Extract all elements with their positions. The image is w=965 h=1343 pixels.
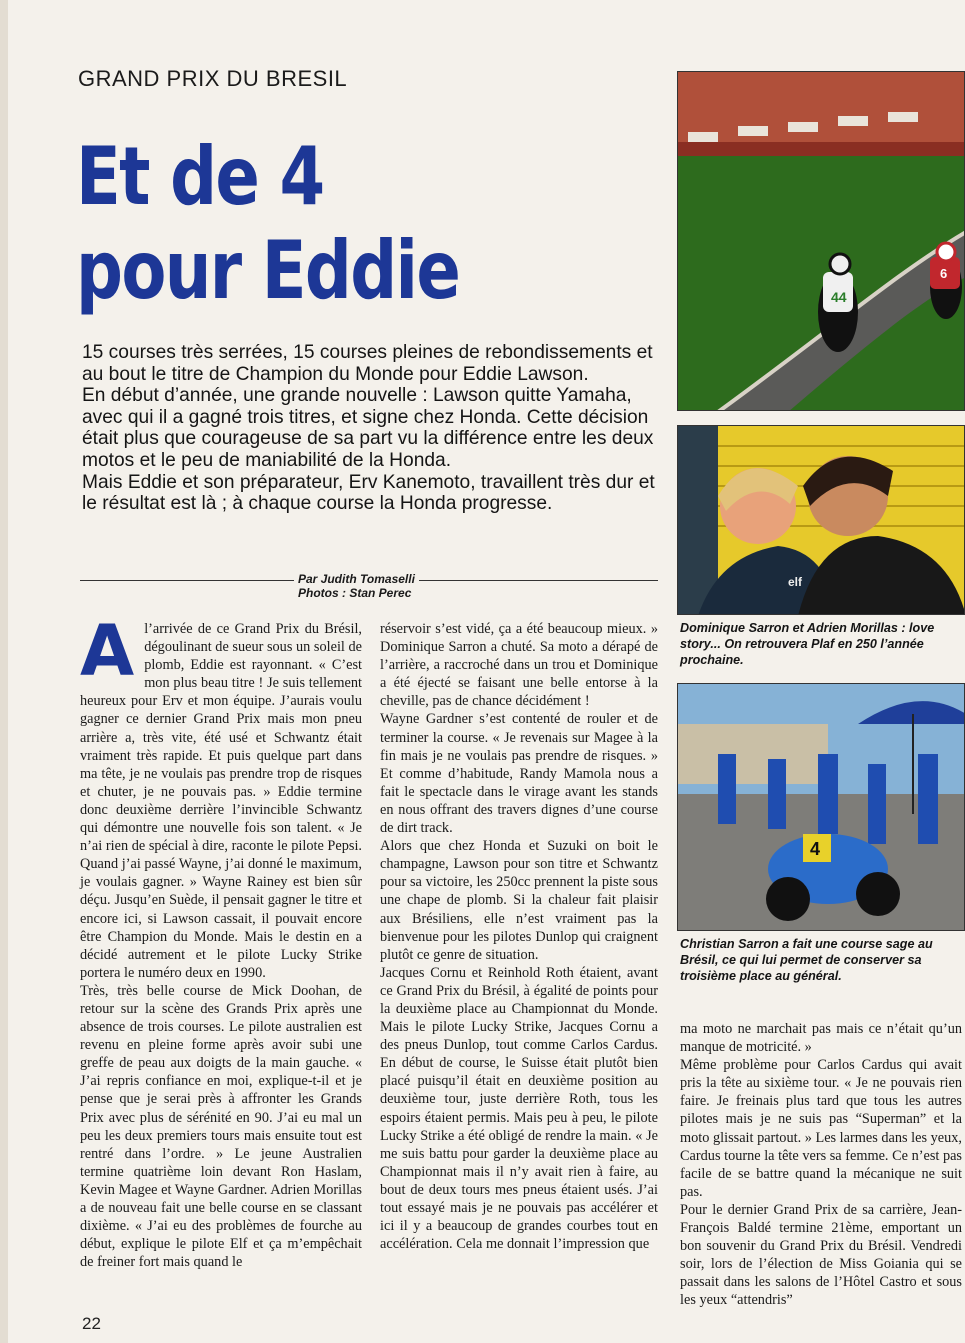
article-paragraph: Pour le dernier Grand Prix de sa carrière, Jean-François Baldé termine 21ème, emportant un bon souvenir du Grand Prix du Brésil. Vendredi soir, lors de l’élection de Miss Goiania qui se passait dans les salons de l’Hôtel Castro et sous les yeux “attendris”	[680, 1201, 962, 1309]
riders-portrait-photo	[677, 425, 965, 615]
headline	[76, 130, 502, 318]
page-number: 22	[82, 1314, 101, 1333]
bike-number: 4	[810, 839, 821, 859]
race-track-photo	[677, 71, 965, 411]
rider-number: 6	[940, 266, 948, 281]
section-rubric: GRAND PRIX DU BRESIL	[78, 66, 348, 91]
article-column-1	[80, 610, 362, 1271]
article-column-3	[680, 1020, 962, 1310]
article-text: l’arrivée de ce Grand Prix du Brésil, dégoulinant de sueur sous un soleil de plomb, Eddie est rayonnant. « C’est mon plus beau titre ! Je suis tellement heureux pour Erv et mon équipe. J’aurais voulu gagner ce dernier Grand Prix mais mon pneu arrière a, très vite, été usé et Schwantz était vraiment très rapide. Et puis quelque part dans ma tête, je ne voulais pas prendre trop de risques et chuter, je ne pouvais pas. » Eddie termine donc deuxième derrière l’invincible Schwantz qui démontre une nouvelle fois son talent. « Je n’ai rien de spécial à dire, raconte le pilote Pepsi. Quand j’ai passé Wayne, j’ai donné le maximum, je voulais gagner. » Wayne Rainey est bien sûr déçu. Jusqu’en Suède, il pensait gagner le titre et encore ici, si Lawson cassait, il pouvait encore être Champion du Monde. Mais le destin en a décidé autrement et le pilote Lucky Strike portera le numéro deux en 1990.	[80, 621, 362, 981]
byline	[80, 572, 658, 602]
byline-author: Par Judith Tomaselli	[298, 572, 415, 586]
headline-line-1: Et de 4	[76, 130, 324, 223]
article-paragraph: Wayne Gardner s’est contenté de rouler et de terminer la course. « Je revenais sur Magee à la fin mais je ne voulais pas prendre de risques. » Et comme d’habitude, Randy Mamola nous a fait le spectacle dans le virage avant les stands en nous offrant des travers dignes d’une course de dirt track.	[380, 711, 658, 837]
photo-caption: Dominique Sarron et Adrien Morillas : love story... On retrouvera Plaf en 250 l’année prochaine.	[680, 621, 935, 667]
page-edge	[0, 0, 8, 1343]
article-paragraph: Jacques Cornu et Reinhold Roth étaient, avant ce Grand Prix du Brésil, à égalité de points pour la deuxième place au Championnat du Monde. Mais le pilote Lucky Strike, Jacques Cornu a des pneus Dunlop, tout comme Carlos Cardus. En début de course, le Suisse était plutôt bien placé puisqu’il était en deuxième position au deuxième tour, juste derrière Roth, tous les espoirs étaient permis. Mais peu à peu, le pilote Lucky Strike a été obligé de rendre la main. « Je me suis battu pour garder la deuxième place au Championnat mais il n’y avait rien à faire, au bout de deux tours mes pneus étaient usés. J’ai tout essayé mais je ne pouvais pas accélérer et ici il y a beaucoup de grandes courbes tout en accélération. Cela me donnait l’impression que	[380, 964, 658, 1253]
headline-line-2: pour Eddie	[76, 224, 460, 317]
article-lede	[82, 342, 662, 515]
article-paragraph	[80, 610, 362, 982]
sponsor-logo: elf	[788, 575, 803, 589]
starting-grid-photo	[677, 683, 965, 931]
article-paragraph: réservoir s’est vidé, ça a été beaucoup mieux. » Dominique Sarron a chuté. Sa moto a dérapé de l’arrière, a raccroché dans un trou et Dominique a été éjecté se faisant une belle entorse à la cheville, pas de chance décidément !	[380, 621, 658, 710]
byline-photos: Photos : Stan Perec	[298, 586, 412, 600]
lede-paragraph: En début d’année, une grande nouvelle : Lawson quitte Yamaha, avec qui il a gagné trois titres, et signe chez Honda. Cette décision était plus que courageuse de sa part vu la différence entre les deux motos et le peu de maniabilité de la Honda.	[82, 385, 654, 471]
article-paragraph: ma moto ne marchait pas mais ce n’était qu’un manque de motricité. »	[680, 1021, 962, 1056]
photo-caption: Christian Sarron a fait une course sage au Brésil, ce qui lui permet de conserver sa troisième place au général.	[680, 937, 933, 983]
lede-paragraph: 15 courses très serrées, 15 courses pleines de rebondissements et au bout le titre de Champion du Monde pour Eddie Lawson.	[82, 342, 653, 385]
article-paragraph: Très, très belle course de Mick Doohan, de retour sur la scène des Grands Prix après une absence de trois courses. Le pilote australien est revenu en pleine forme après avoir subi une greffe de peau aux doigts de la main gauche. « J’ai repris confiance en moi, explique-t-il et je pense que je serai près à affronter les Grands Prix avec plus de sérénité en 90. J’ai eu mal un peu les deux premiers tours mais ensuite tout est rentré dans l’ordre. » Le jeune Australien termine quatrième loin devant Ron Haslam, Kevin Magee et Wayne Gardner. Adrien Morillas a de nouveau fait une belle course en se classant dixième. « J’ai eu des problèmes de fourche au début, explique le pilote Elf et ça m’empêchait de freiner fort mais quand le	[80, 982, 362, 1271]
drop-cap: A	[80, 610, 135, 692]
article-paragraph: Alors que chez Honda et Suzuki on boit le champagne, Lawson pour son titre et Schwantz pour sa victoire, les 250cc prennent la piste sous une chape de plomb. Si la chaleur fait plaisir aux Brésiliens, elle n’est vraiment pas la bienvenue pour les pilotes Dunlop qui craignent plutôt ce genre de situation.	[380, 838, 658, 963]
article-paragraph: Même problème pour Carlos Cardus qui avait pris la tête au sixième tour. « Je ne pouvais rien faire. Je freinais plus tard que tous les autres pilotes mais je ne suis pas “Superman” et la moto glissait partout. » Les larmes dans les yeux, Cardus tourne la tête vers sa femme. Ce n’est pas facile de se battre quand la mécanique ne suit pas.	[680, 1057, 962, 1200]
rider-number: 44	[831, 289, 847, 305]
byline-credits	[294, 572, 419, 600]
lede-paragraph: Mais Eddie et son préparateur, Erv Kanemoto, travaillent très dur et le résultat est là ; à chaque course la Honda progresse.	[82, 471, 655, 515]
article-column-2	[380, 620, 658, 1253]
